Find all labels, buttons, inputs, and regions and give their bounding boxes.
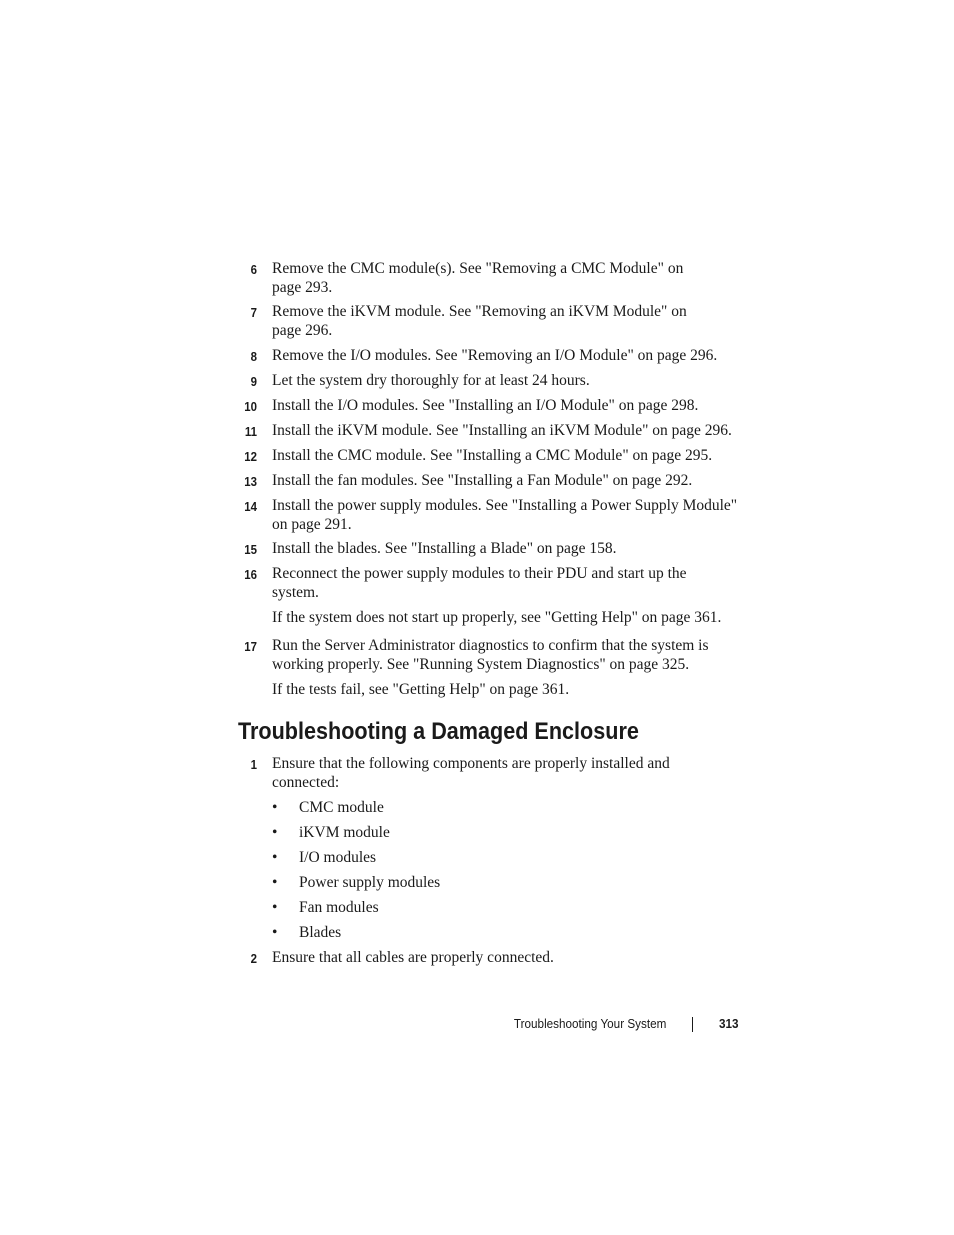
step-text-line: Install the power supply modules. See "Installing a Power Supply Module": [272, 497, 738, 514]
section-heading: Troubleshooting a Damaged Enclosure: [238, 718, 639, 745]
step-number: 1: [250, 757, 257, 772]
step-number: 7: [250, 305, 257, 320]
step-text-line: Reconnect the power supply modules to their PDU and start up the: [272, 565, 687, 582]
step-number: 11: [244, 424, 257, 439]
bullet-marker: •: [272, 874, 278, 891]
step-note: If the system does not start up properly, see "Getting Help" on page 361.: [272, 609, 722, 626]
step-number: 2: [250, 951, 257, 966]
step-text-line: Install the fan modules. See "Installing a Fan Module" on page 292.: [272, 472, 693, 489]
step-text-line: Ensure that the following components are properly installed and: [272, 755, 670, 772]
step-text-line: Ensure that all cables are properly connected.: [272, 949, 554, 966]
bullet-marker: •: [272, 799, 278, 816]
step-number: 10: [244, 399, 257, 414]
bullet-marker: •: [272, 924, 278, 941]
step-number: 13: [244, 474, 257, 489]
step-number: 17: [244, 639, 257, 654]
step-text-line: system.: [272, 584, 319, 601]
bullet-text: Fan modules: [299, 899, 379, 916]
page-number: 313: [719, 1016, 739, 1031]
step-number: 8: [250, 349, 257, 364]
step-text-line: Install the CMC module. See "Installing a CMC Module" on page 295.: [272, 447, 713, 464]
step-text-line: on page 291.: [272, 516, 352, 533]
step-note: If the tests fail, see "Getting Help" on page 361.: [272, 681, 570, 698]
bullet-marker: •: [272, 849, 278, 866]
step-text-line: Let the system dry thoroughly for at least 24 hours.: [272, 372, 590, 389]
step-number: 16: [244, 567, 257, 582]
step-text-line: Remove the CMC module(s). See "Removing a CMC Module" on: [272, 260, 684, 277]
page-footer: [0, 1015, 954, 1035]
step-number: 9: [250, 374, 257, 389]
step-text-line: connected:: [272, 774, 340, 791]
step-text-line: Install the I/O modules. See "Installing an I/O Module" on page 298.: [272, 397, 699, 414]
bullet-text: Blades: [299, 924, 342, 941]
footer-title: Troubleshooting Your System: [513, 1016, 666, 1031]
step-text-line: page 293.: [272, 279, 333, 296]
step-number: 15: [244, 542, 257, 557]
step-number: 6: [250, 262, 257, 277]
bullet-text: I/O modules: [299, 849, 377, 866]
step-text-line: Remove the iKVM module. See "Removing an iKVM Module" on: [272, 303, 687, 320]
step-number: 14: [244, 499, 257, 514]
step-text-line: Install the iKVM module. See "Installing an iKVM Module" on page 296.: [272, 422, 732, 439]
step-text-line: Remove the I/O modules. See "Removing an I/O Module" on page 296.: [272, 347, 718, 364]
bullet-text: Power supply modules: [299, 874, 441, 891]
bullet-marker: •: [272, 824, 278, 841]
bullet-text: CMC module: [299, 799, 384, 816]
step-text-line: page 296.: [272, 322, 333, 339]
step-text-line: working properly. See "Running System Diagnostics" on page 325.: [272, 656, 690, 673]
step-text-line: Run the Server Administrator diagnostics to confirm that the system is: [272, 637, 709, 654]
footer-separator: [692, 1017, 693, 1032]
bullet-text: iKVM module: [299, 824, 390, 841]
step-text-line: Install the blades. See "Installing a Blade" on page 158.: [272, 540, 617, 557]
bullet-marker: •: [272, 899, 278, 916]
step-number: 12: [244, 449, 257, 464]
